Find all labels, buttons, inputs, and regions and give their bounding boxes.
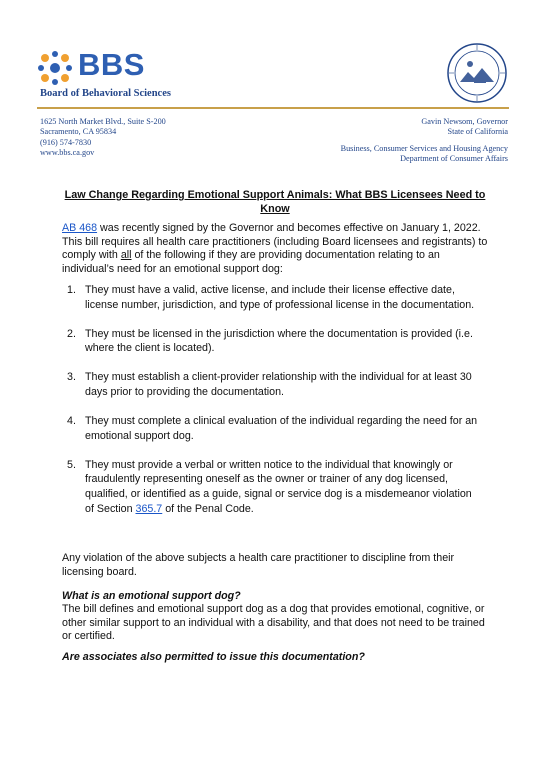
item-text: They must have a valid, active license, and include their license effective date, license number, jurisdiction, and type of professional license in the documentation. <box>85 284 475 311</box>
website-link[interactable]: www.bbs.ca.gov <box>40 147 95 157</box>
intro-paragraph <box>62 222 492 276</box>
penal-code-link[interactable]: 365.7 <box>135 502 163 515</box>
logo-subtitle: Board of Behavioral Sciences <box>40 88 171 99</box>
item-number: 4. <box>67 415 76 428</box>
agency-line: Business, Consumer Services and Housing Agency <box>340 143 508 153</box>
governor-line: Gavin Newsom, Governor <box>421 117 508 126</box>
item-number: 2. <box>67 327 76 340</box>
item-number: 3. <box>67 371 76 384</box>
item-number: 1. <box>67 284 76 296</box>
department-line: Department of Consumer Affairs <box>400 153 508 163</box>
faq-question: Are associates also permitted to issue this documentation? <box>62 651 365 663</box>
header-divider <box>37 107 509 109</box>
item-text: They must be licensed in the jurisdiction where the documentation is provided (i.e. where the client is located). <box>85 327 473 355</box>
state-affiliation <box>341 117 508 164</box>
list-item <box>62 327 482 356</box>
state-line: State of California <box>447 127 508 137</box>
board-address <box>40 117 166 158</box>
item-text: They must establish a client-provider relationship with the individual for at least 30 days prior to providing the documentation. <box>85 371 472 398</box>
intro-text-b: of the following if they are providing documentation relating to an individual’s need for an emotional support dog: <box>62 249 440 275</box>
ab-468-link[interactable]: AB 468 <box>62 222 98 234</box>
item-text-b: of the Penal Code. <box>162 502 254 515</box>
address-line: (916) 574-7830 <box>40 137 92 147</box>
address-line: Sacramento, CA 95834 <box>40 127 117 137</box>
requirements-list <box>62 283 482 531</box>
list-item <box>62 370 482 399</box>
faq-question: What is an emotional support dog? <box>62 590 241 602</box>
list-item <box>62 414 482 443</box>
document-title: Law Change Regarding Emotional Support Animals: What BBS Licensees Need to Know <box>64 189 486 215</box>
intro-text-a: was recently signed by the Governor and becomes effective on January 1, 2022. This bill requires all health care practitioners (including Board licensees and registrants) to comply with <box>62 222 488 262</box>
item-text-a: They must provide a verbal or written notice to the individual that knowingly or fraudulently representing oneself as the owner or trainer of any dog licensed, qualified, or identified as a guide, signal or service dog is a misdemeanor violation of Section <box>85 458 472 515</box>
list-item <box>62 458 482 516</box>
item-text: They must complete a clinical evaluation of the individual regarding the need for an emotional support dog. <box>85 415 478 442</box>
state-seal-icon <box>446 42 508 104</box>
violation-paragraph: Any violation of the above subjects a health care practitioner to discipline from their licensing board. <box>62 552 455 578</box>
logo-wordmark: BBS <box>78 47 145 82</box>
list-item <box>62 283 482 312</box>
faq-answer: The bill defines and emotional support dog as a dog that provides emotional, cognitive, or other similar support to an individual with a disability, and that does not need to be trained or certified. <box>62 603 485 643</box>
intro-emphasis: all <box>120 249 132 262</box>
item-number: 5. <box>67 458 76 471</box>
address-line: 1625 North Market Blvd., Suite S-200 <box>40 117 166 126</box>
